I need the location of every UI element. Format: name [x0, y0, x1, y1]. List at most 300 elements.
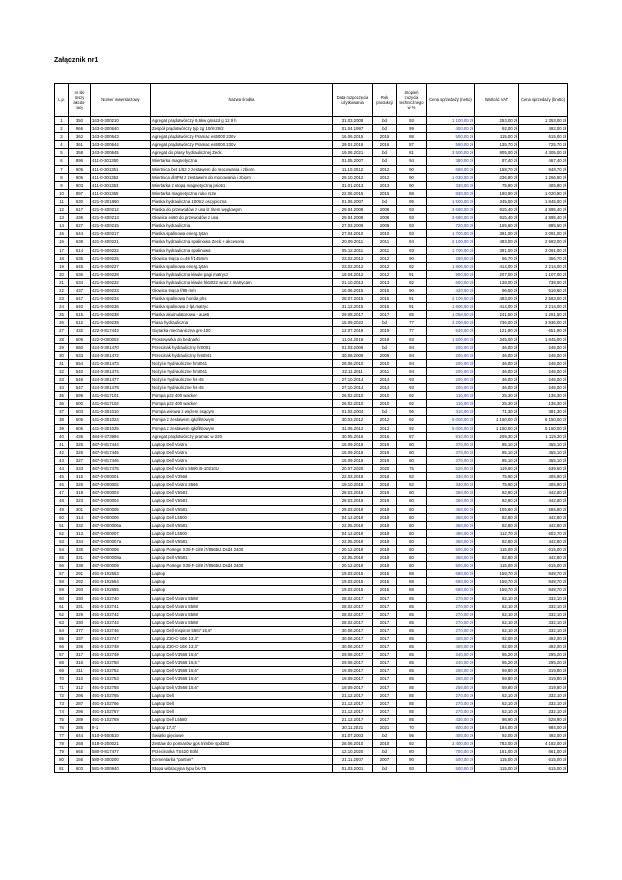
table-cell: 209,30 zł [475, 432, 519, 440]
table-cell: 436 [69, 432, 91, 440]
table-cell: 74 [55, 707, 69, 715]
table-cell: 2008 [373, 206, 397, 214]
table-cell: 93 [397, 206, 427, 214]
table-cell: 30.06.2017 [333, 635, 373, 643]
table-cell: 421-0-400232 [91, 278, 151, 286]
table-cell: 492,00 zł [519, 635, 568, 643]
table-cell: 510-0-500510 [91, 732, 151, 740]
table-cell: 2012 [373, 262, 397, 270]
table-cell: 2011 [373, 367, 397, 375]
table-cell: 3 680,00 zł [427, 206, 475, 214]
table-cell: 615,00 zł [519, 545, 568, 553]
table-cell: 800,00 zł [427, 724, 475, 732]
table-cell: Laptop Dell Vostro [151, 448, 333, 456]
table-cell: bd [373, 764, 397, 772]
table-cell: 1 845,00 zł [519, 197, 568, 205]
table-cell: 332 [69, 521, 91, 529]
column-header: Cena sprzedaży (netto) [427, 84, 475, 117]
table-cell: 82,80 zł [475, 521, 519, 529]
table-cell: Laptop Dell V5581 [151, 497, 333, 505]
table-cell: 2010 [373, 359, 397, 367]
table-cell: 2020 [373, 465, 397, 473]
table-cell: Nożyce hydrauliczne hmt041 [151, 367, 333, 375]
table-cell: 241,50 zł [475, 311, 519, 319]
table-row [55, 756, 568, 764]
table-cell: 492,00 zł [519, 732, 568, 740]
table-cell: 30.11.2021 [333, 724, 373, 732]
table-cell: 441-0-301010 [91, 408, 151, 416]
table-cell: 484-0-473994 [91, 432, 151, 440]
table-row [55, 278, 568, 286]
table-cell: 16.06.2015 [333, 133, 373, 141]
table-cell: 21.12.2017 [333, 691, 373, 699]
table-cell: 580-0-300200 [91, 756, 151, 764]
table-cell: 491-0-102767 [91, 707, 151, 715]
table-cell: 2010 [373, 400, 397, 408]
table-cell: 491-0-102755 [91, 683, 151, 691]
table-cell: 82,80 zł [475, 497, 519, 505]
table-cell: 30.06.2017 [333, 643, 373, 651]
table-cell: 85 [397, 618, 427, 626]
table-cell: 293 [69, 586, 91, 594]
table-cell: 92,00 zł [475, 635, 519, 643]
table-cell: 414,00 zł [475, 262, 519, 270]
table-cell: 336 [69, 643, 91, 651]
table-cell: 80 [397, 497, 427, 505]
table-cell: Piaska do przewodów z usa łz ritem węglowym [151, 206, 333, 214]
table-cell: 2 [55, 125, 69, 133]
table-cell: 62,10 zł [475, 707, 519, 715]
table-cell: 200,00 zł [427, 376, 475, 384]
table-row [55, 295, 568, 303]
table-row [55, 157, 568, 165]
table-cell: 318 [69, 489, 91, 497]
table-cell: 1 353,00 zł [519, 117, 568, 125]
table-cell: 246,00 zł [519, 367, 568, 375]
table-cell: 82,80 zł [475, 489, 519, 497]
table-cell: 87,40 zł [475, 157, 519, 165]
table-cell: 29.01.2016 [333, 141, 373, 149]
table-cell: 5 000,00 zł [427, 416, 475, 424]
table-cell: 405,90 zł [519, 473, 568, 481]
table-cell: 105,80 zł [475, 505, 519, 513]
table-cell: 370,00 zł [427, 440, 475, 448]
table-cell: 442,80 zł [519, 537, 568, 545]
table-cell: 96,60 zł [475, 286, 519, 294]
table-cell: 411-0-301351 [91, 165, 151, 173]
table-cell: 1 150,00 zł [475, 424, 519, 432]
table-cell: 18 [55, 254, 69, 262]
table-cell: 896 [69, 157, 91, 165]
table-cell: Nożyce hydrauliczne hs-45 [151, 376, 333, 384]
table-cell: 332,10 zł [519, 626, 568, 634]
table-cell: 2010 [373, 392, 397, 400]
table-cell: 200,00 zł [427, 359, 475, 367]
table-cell: 2019 [373, 562, 397, 570]
table-cell: 21.12.2017 [333, 699, 373, 707]
table-cell: 1 100,00 zł [427, 117, 475, 125]
table-cell: 500,00 zł [427, 756, 475, 764]
table-row [55, 327, 568, 335]
table-cell: 414,00 zł [475, 303, 519, 311]
table-cell: 2017 [373, 715, 397, 723]
table-row [55, 230, 568, 238]
table-cell: 55 [55, 554, 69, 562]
table-cell: 22.05.2019 [333, 537, 373, 545]
table-row [55, 359, 568, 367]
table-cell: 391,00 zł [475, 246, 519, 254]
table-cell: 23.02.2012 [333, 254, 373, 262]
table-cell: 6 150,00 zł [519, 416, 568, 424]
table-row [55, 545, 568, 553]
table-cell: Laptop Dell L5500 [151, 529, 333, 537]
table-cell: 2017 [373, 610, 397, 618]
table-cell: 4 895,40 zł [519, 206, 568, 214]
table-cell: 332,10 zł [519, 707, 568, 715]
table-row [55, 764, 568, 772]
table-cell: Piaska spalinowa energ.tytan [151, 262, 333, 270]
table-cell: 421-0-400222 [91, 246, 151, 254]
table-cell: 46,00 zł [475, 376, 519, 384]
table-cell: 2015 [373, 570, 397, 578]
table-cell: 333 [69, 465, 91, 473]
table-cell: 52 [55, 529, 69, 537]
table-cell: 94 [397, 351, 427, 359]
table-cell: 94 [397, 157, 427, 165]
table-cell: 2015 [373, 133, 397, 141]
table-cell: 296 [69, 707, 91, 715]
table-cell: 455,10 zł [519, 448, 568, 456]
table-cell: 441-0-817102 [91, 400, 151, 408]
table-cell: 645 [69, 262, 91, 270]
table-cell: Głowica es60 do przewodów z usa [151, 214, 333, 222]
table-cell: 615,00 zł [519, 764, 568, 772]
table-cell: 2021 [373, 724, 397, 732]
table-cell: 455,10 zł [519, 456, 568, 464]
table-cell: 26.02.2010 [333, 400, 373, 408]
table-cell: 80 [397, 440, 427, 448]
table-cell: 487-0-000002 [91, 481, 151, 489]
table-cell: Światło gięciowe [151, 732, 333, 740]
table-header [55, 84, 568, 117]
table-cell: 75,90 zł [475, 481, 519, 489]
table-cell: 391,00 zł [475, 230, 519, 238]
table-cell: 9 [55, 181, 69, 189]
table-cell: 370,00 zł [427, 448, 475, 456]
table-cell: 4 182,00 zł [519, 740, 568, 748]
table-cell: 984,00 zł [519, 724, 568, 732]
table-cell: 966 [69, 125, 91, 133]
table-cell: 25,30 zł [475, 400, 519, 408]
table-row [55, 165, 568, 173]
table-cell: Pompa pz2 400 wacker [151, 392, 333, 400]
table-cell: 85 [397, 707, 427, 715]
table-cell: Laptop Dell V5581 [151, 554, 333, 562]
table-cell: 121,90 zł [475, 327, 519, 335]
table-cell: 184,00 zł [475, 724, 519, 732]
table-cell: 12 [55, 206, 69, 214]
table-cell: 85 [397, 643, 427, 651]
table-cell: 19.03.2015 [333, 570, 373, 578]
table-row [55, 319, 568, 327]
table-cell: 295,20 zł [519, 659, 568, 667]
table-cell: 98,90 zł [475, 715, 519, 723]
table-cell: 421-0-400238 [91, 311, 151, 319]
table-cell: 90 [397, 181, 427, 189]
table-cell: 421-0-400227 [91, 262, 151, 270]
table-cell: 326 [69, 448, 91, 456]
table-cell: Piaska spalinowa z łpt.matryc [151, 303, 333, 311]
table-cell: Piasa hydrauliczna [151, 319, 333, 327]
table-cell: 30.06.2017 [333, 626, 373, 634]
table-cell: 80 [55, 756, 69, 764]
table-cell: 15.09.2022 [333, 319, 373, 327]
table-cell: Laptop Z30-C-16K 13,3" [151, 643, 333, 651]
table-cell: 360,00 zł [427, 513, 475, 521]
table-row [55, 586, 568, 594]
table-cell: 138,00 zł [475, 278, 519, 286]
table-cell: 630 [69, 197, 91, 205]
table-cell: 88 [397, 189, 427, 197]
table-cell: 82,80 zł [475, 513, 519, 521]
table-cell: 91 [397, 303, 427, 311]
table-cell: 421-0-400217 [91, 230, 151, 238]
table-cell: 93 [397, 230, 427, 238]
table-cell: 85 [397, 311, 427, 319]
table-row [55, 424, 568, 432]
table-cell: 83 [397, 335, 427, 343]
table-cell: 27 [55, 327, 69, 335]
table-cell: 01.07.2003 [333, 732, 373, 740]
table-cell: 80 [397, 748, 427, 756]
table-cell: 22.11.2011 [333, 367, 373, 375]
table-cell: 330,00 zł [427, 181, 475, 189]
table-cell: 483,00 zł [475, 295, 519, 303]
table-cell: 690,00 zł [427, 578, 475, 586]
table-cell: 29 [55, 343, 69, 351]
table-cell: 81 [397, 149, 427, 157]
table-cell: 6 [55, 157, 69, 165]
table-cell: 22 [55, 286, 69, 294]
table-cell: Laptop Dell [151, 699, 333, 707]
table-cell: 1 800,00 zł [427, 262, 475, 270]
table-row [55, 497, 568, 505]
table-cell: 19.06.2021 [333, 149, 373, 157]
table-row [55, 335, 568, 343]
table-cell: Głowica tnąca o=45 f/145mm [151, 254, 333, 262]
table-cell: 2008 [373, 214, 397, 222]
table-cell: 491-0-102746 [91, 626, 151, 634]
table-cell: 2009 [373, 351, 397, 359]
table-cell: 41 [55, 440, 69, 448]
table-cell: Przecinarka TS420 Stihl [151, 748, 333, 756]
table-cell: bd [373, 343, 397, 351]
table-cell: 491-0-102653 [91, 570, 151, 578]
table-cell: Nożyce hydrauliczne hs-45 [151, 384, 333, 392]
table-cell: 492,00 zł [519, 643, 568, 651]
table-cell: Laptop Dell Vostro 5568 [151, 602, 333, 610]
table-cell: 2016 [373, 432, 397, 440]
table-cell: 90 [397, 756, 427, 764]
table-cell: 500,00 zł [427, 764, 475, 772]
table-cell: bd [373, 125, 397, 133]
table-cell: Laptop Dell Inspiron 5567 15,6" [151, 626, 333, 634]
table-cell: 343-0-300210 [91, 117, 151, 125]
table-cell: 1 700,00 zł [427, 230, 475, 238]
table-cell: 690,00 zł [427, 570, 475, 578]
table-cell: Cementarka "partner" [151, 756, 333, 764]
table-cell: 1 030,00 zł [427, 173, 475, 181]
table-cell: 356,70 zł [519, 254, 568, 262]
table-row [55, 384, 568, 392]
table-cell: 85 [397, 626, 427, 634]
table-cell: 158,70 zł [475, 578, 519, 586]
table-row [55, 367, 568, 375]
table-cell: 2013 [373, 181, 397, 189]
table-row [55, 505, 568, 513]
table-cell: 491-0-102749 [91, 651, 151, 659]
table-row [55, 286, 568, 294]
table-cell: 639,60 zł [519, 465, 568, 473]
table-row [55, 618, 568, 626]
table-cell: 270,00 zł [427, 594, 475, 602]
table-cell: 3 [55, 133, 69, 141]
table-cell: 2 214,00 zł [519, 262, 568, 270]
column-header: Nazwa środka [151, 84, 333, 117]
table-cell: 92 [397, 278, 427, 286]
table-cell: 11.10.2012 [333, 165, 373, 173]
table-cell: bd [373, 149, 397, 157]
table-cell: 287 [69, 699, 91, 707]
table-cell: 2012 [373, 254, 397, 262]
table-row [55, 206, 568, 214]
table-row [55, 432, 568, 440]
table-cell: 360,00 zł [427, 537, 475, 545]
table-cell: 2019 [373, 513, 397, 521]
table-cell: 432 [69, 327, 91, 335]
table-cell: 13 [55, 214, 69, 222]
table-cell: 2019 [373, 529, 397, 537]
table-cell: 15.09.2019 [333, 448, 373, 456]
table-cell: 400,00 zł [427, 635, 475, 643]
table-cell: 76 [55, 724, 69, 732]
table-cell: 2 100,00 zł [427, 295, 475, 303]
table-cell: 270,00 zł [427, 602, 475, 610]
table-cell: 93 [397, 222, 427, 230]
table-cell: 63 [55, 618, 69, 626]
table-cell: Laptop Portege X30-F-159 i7/8565U Dsd4 2400 [151, 562, 333, 570]
table-cell: 29.04.2008 [333, 206, 373, 214]
table-cell: 360,00 zł [427, 497, 475, 505]
table-cell: 424-0-301470 [91, 343, 151, 351]
table-cell: 380,00 zł [427, 157, 475, 165]
table-cell: 330,00 zł [427, 473, 475, 481]
table-cell: Wiertarka z stopą magnetyczną prio51 [151, 181, 333, 189]
table-cell: 90 [397, 165, 427, 173]
table-cell: 442,80 zł [519, 554, 568, 562]
table-row [55, 351, 568, 359]
table-cell: 491-0-102654 [91, 578, 151, 586]
table-cell: 343-0-300644 [91, 141, 151, 149]
table-cell: Laptop Dell V3568 15,6" [151, 651, 333, 659]
table-row [55, 554, 568, 562]
table-row [55, 699, 568, 707]
table-cell: 88 [397, 578, 427, 586]
table-cell: 330 [69, 594, 91, 602]
table-cell: 2017 [373, 691, 397, 699]
table-row [55, 303, 568, 311]
table-row [55, 181, 568, 189]
table-cell: Pompa pz2 400 wacker [151, 400, 333, 408]
table-cell: 240,00 zł [427, 659, 475, 667]
inventory-table [54, 83, 568, 773]
table-cell: 94 [397, 343, 427, 351]
table-cell: 421-0-400215 [91, 222, 151, 230]
table-row [55, 141, 568, 149]
table-cell: 420,00 zł [427, 286, 475, 294]
table-cell: 350 [69, 117, 91, 125]
table-cell: 547 [69, 384, 91, 392]
table-cell: Piaska hydrauliczna 100tcz oscypiczna [151, 197, 333, 205]
table-cell: 30.05.2016 [333, 432, 373, 440]
table-cell: 2 091,00 zł [519, 230, 568, 238]
table-cell: 2017 [373, 311, 397, 319]
table-cell: 21 [55, 278, 69, 286]
table-cell: 400,00 zł [427, 732, 475, 740]
table-cell: 603 [69, 408, 91, 416]
table-cell: 323 [69, 497, 91, 505]
table-cell: 62 [55, 610, 69, 618]
table-cell: 270,00 zł [427, 691, 475, 699]
table-cell: 370,00 zł [427, 456, 475, 464]
table-cell: 12.07.2019 [333, 327, 373, 335]
table-cell: 2018 [373, 473, 397, 481]
table-cell: 70 [397, 724, 427, 732]
table-cell: 2014 [373, 384, 397, 392]
table-cell: 80 [397, 513, 427, 521]
table-cell: 491-0-102655 [91, 586, 151, 594]
table-cell: 68 [55, 659, 69, 667]
table-cell: 91 [397, 295, 427, 303]
table-cell: 99 [397, 125, 427, 133]
table-cell: 240,00 zł [427, 651, 475, 659]
table-cell: 246,00 zł [519, 376, 568, 384]
table-cell: 360,00 zł [427, 521, 475, 529]
table-cell: 66,70 zł [475, 254, 519, 262]
table-cell: 491-0-102743 [91, 618, 151, 626]
table-cell: 2017 [373, 635, 397, 643]
table-cell: 2 091,00 zł [519, 246, 568, 254]
table-cell: 1 107,00 zł [519, 270, 568, 278]
table-cell: 93 [397, 764, 427, 772]
table-row [55, 610, 568, 618]
table-cell: 491-0-102766 [91, 699, 151, 707]
table-cell: 28.03.2019 [333, 497, 373, 505]
table-cell: 21.12.2017 [333, 707, 373, 715]
table-cell: 71 [55, 683, 69, 691]
table-cell: 2007 [373, 756, 397, 764]
table-cell: 135,30 zł [519, 400, 568, 408]
table-cell: 92 [397, 262, 427, 270]
table-cell: 29.10.2012 [333, 173, 373, 181]
table-cell: 487-0-000008a [91, 554, 151, 562]
table-row [55, 246, 568, 254]
table-cell: 2012 [373, 173, 397, 181]
table-cell: 910,00 zł [427, 432, 475, 440]
table-cell: 01.04.1997 [333, 125, 373, 133]
table-cell: 580-0-817477 [91, 748, 151, 756]
table-cell: 636 [69, 270, 91, 278]
